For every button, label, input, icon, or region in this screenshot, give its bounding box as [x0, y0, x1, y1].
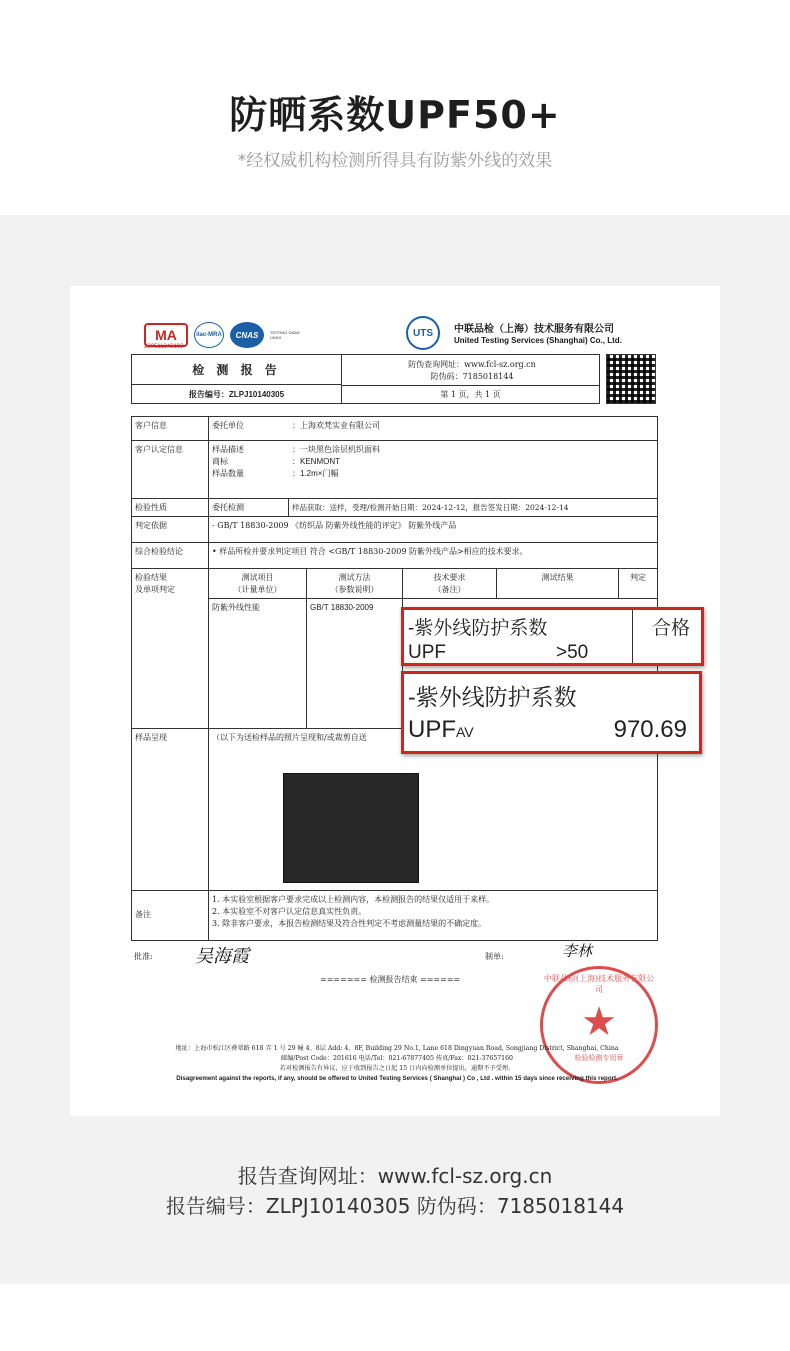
ma-logo: MA	[144, 323, 188, 347]
verify-code: 防伪码：7185018144	[430, 372, 514, 381]
nature-value: 样品获取：送样，受理/检测开始日期：2024-12-12，报告签发日期：2024-12-14	[292, 503, 569, 512]
report-doc-title: 检 测 报 告	[132, 355, 342, 385]
maker-label: 制单:	[485, 952, 504, 961]
upf-requirement: >50	[556, 642, 589, 663]
brand-label: 商标	[212, 457, 228, 466]
ma-number: 230511342192	[144, 344, 184, 350]
upf-callout	[401, 607, 704, 666]
footer-contact: 邮编/Post Code：201616 电话/Tel：021-67877405 传真/Fax：021-37657160	[281, 1055, 513, 1062]
col-requirement: 技术要求 （备注）	[403, 569, 497, 598]
ilac-logo: ilac-MRA	[194, 322, 224, 348]
row-nature	[132, 499, 657, 517]
report-number: 报告编号：ZLPJ10140305	[132, 385, 342, 403]
qty-value: ：1.2m×门幅	[292, 469, 339, 478]
verify-url: 防伪查询网址：www.fcl-sz.org.cn	[408, 360, 536, 369]
upf-judge: 合格	[652, 618, 691, 639]
upfav-label-main: UPF	[408, 716, 456, 743]
method-value: GB/T 18830-2009	[307, 599, 403, 729]
upfav-value: 970.69	[613, 716, 687, 743]
sample-label: 样品呈现	[132, 729, 209, 890]
col-result: 测试结果	[497, 569, 619, 598]
sample-note: （以下为送检样品的照片呈现和/或裁剪自送	[212, 733, 367, 742]
row-client	[132, 417, 657, 441]
company-name-cn: 中联品检（上海）技术服务有限公司	[454, 324, 614, 335]
footer-objection-cn: 若对检测报告有异议，应于收到报告之日起 15 日内向检测单位提出，逾期不予受理。	[279, 1065, 515, 1072]
confirm-labels	[209, 441, 289, 498]
row-remarks	[132, 891, 657, 940]
page-subtitle: *经权威机构检测所得具有防紫外线的效果	[237, 151, 553, 171]
row-confirm	[132, 441, 657, 499]
nature-sub: 委托检测	[209, 499, 289, 516]
uts-logo: UTS	[406, 316, 440, 350]
upf-title: -紫外线防护系数	[408, 618, 548, 639]
confirm-label: 客户认定信息	[132, 441, 209, 498]
report-header-box	[131, 354, 600, 404]
report-code-line: 报告编号：ZLPJ10140305 防伪码：7185018144	[165, 1194, 625, 1218]
stamp-star-icon: ★	[581, 999, 617, 1045]
nature-label: 检验性质	[132, 499, 209, 516]
row-basis	[132, 517, 657, 543]
confirm-values	[289, 441, 657, 498]
qr-code-icon	[606, 354, 656, 404]
query-url-line: 报告查询网址：www.fcl-sz.org.cn	[237, 1164, 553, 1188]
verify-info	[352, 359, 592, 383]
brand-value: ：KENMONT	[292, 457, 340, 466]
callout-divider	[632, 610, 633, 663]
conclusion-value: • 样品所检并要求判定项目 符合 <GB/T 18830-2009 防紫外线产品>相应的技术要求。	[212, 547, 528, 556]
basis-label: 判定依据	[132, 517, 209, 542]
upfav-callout	[401, 671, 702, 754]
desc-value: ：一块黑色涂层机织面料	[292, 445, 380, 454]
approve-signature: 吴海霞	[195, 946, 249, 967]
desc-label: 样品描述	[212, 445, 244, 454]
remark-item: 2. 本实验室不对客户认定信息真实性负责。	[212, 907, 367, 916]
footer-objection-en: Disagreement against the reports, if any, should be offered to United Testing Services ( Shanghai ) Co , Ltd . within 15 days since receiving this report.	[176, 1075, 618, 1082]
stamp-text: 中联品检(上海)技术服务有限公司	[543, 974, 655, 994]
report-end-line: ======= 检测报告结束 ======	[320, 975, 461, 984]
cnas-caption: TESTING CNAS L6019	[270, 330, 300, 340]
cnas-logo: CNAS	[230, 322, 264, 348]
remark-item: 3. 除非客户要求，本报告检测结果及符合性判定不考虑测量结果的不确定度。	[212, 919, 487, 928]
remarks-list	[209, 891, 657, 940]
item-value: 防紫外线性能	[209, 599, 307, 729]
col-method: 测试方法 （参数说明）	[307, 569, 403, 598]
page-info: 第 1 页，共 1 页	[342, 385, 599, 403]
client-value: ：上海欢梵实业有限公司	[292, 421, 380, 430]
page-title: 防晒系数UPF50+	[229, 93, 561, 137]
upfav-label-sub: AV	[456, 724, 474, 740]
maker-signature: 李林	[562, 942, 593, 960]
remarks-label: 备注	[132, 891, 209, 940]
conclusion-label: 综合检验结论	[132, 543, 209, 568]
fabric-sample-photo	[283, 773, 419, 883]
test-report	[70, 286, 720, 1116]
col-judge: 判定	[630, 573, 646, 582]
approve-label: 批准:	[134, 952, 153, 961]
company-name-en: United Testing Services (Shanghai) Co., Ltd.	[454, 336, 622, 345]
basis-value: - GB/T 18830-2009 《纺织品 防紫外线性能的评定》 防紫外线产品	[212, 521, 457, 530]
upfav-label	[408, 716, 474, 744]
upfav-title: -紫外线防护系数	[408, 684, 577, 710]
footer-address: 地址：上海市松江区叠翠路 618 弄 1 号 29 幢 4、8层 Add: 4、8F, Building 29 No.1, Lane 618 Dingyuan Road, Songjiang District, Shanghai, China	[175, 1045, 619, 1052]
client-sub: 委托单位	[212, 421, 244, 430]
results-header	[209, 569, 657, 599]
qty-label: 样品数量	[212, 469, 244, 478]
row-conclusion	[132, 543, 657, 569]
client-label: 客户信息	[132, 417, 209, 440]
col-item: 测试项目 （计量单位）	[209, 569, 307, 598]
report-footer	[132, 1044, 662, 1084]
upf-label: UPF	[408, 642, 446, 663]
stamp-bottom-text: 检验检测专用章	[574, 1054, 624, 1062]
results-label: 检验结果 及单项判定	[132, 569, 209, 728]
remark-item: 1. 本实验室根据客户要求完成以上检测内容，本检测报告的结果仅适用于来样。	[212, 895, 495, 904]
